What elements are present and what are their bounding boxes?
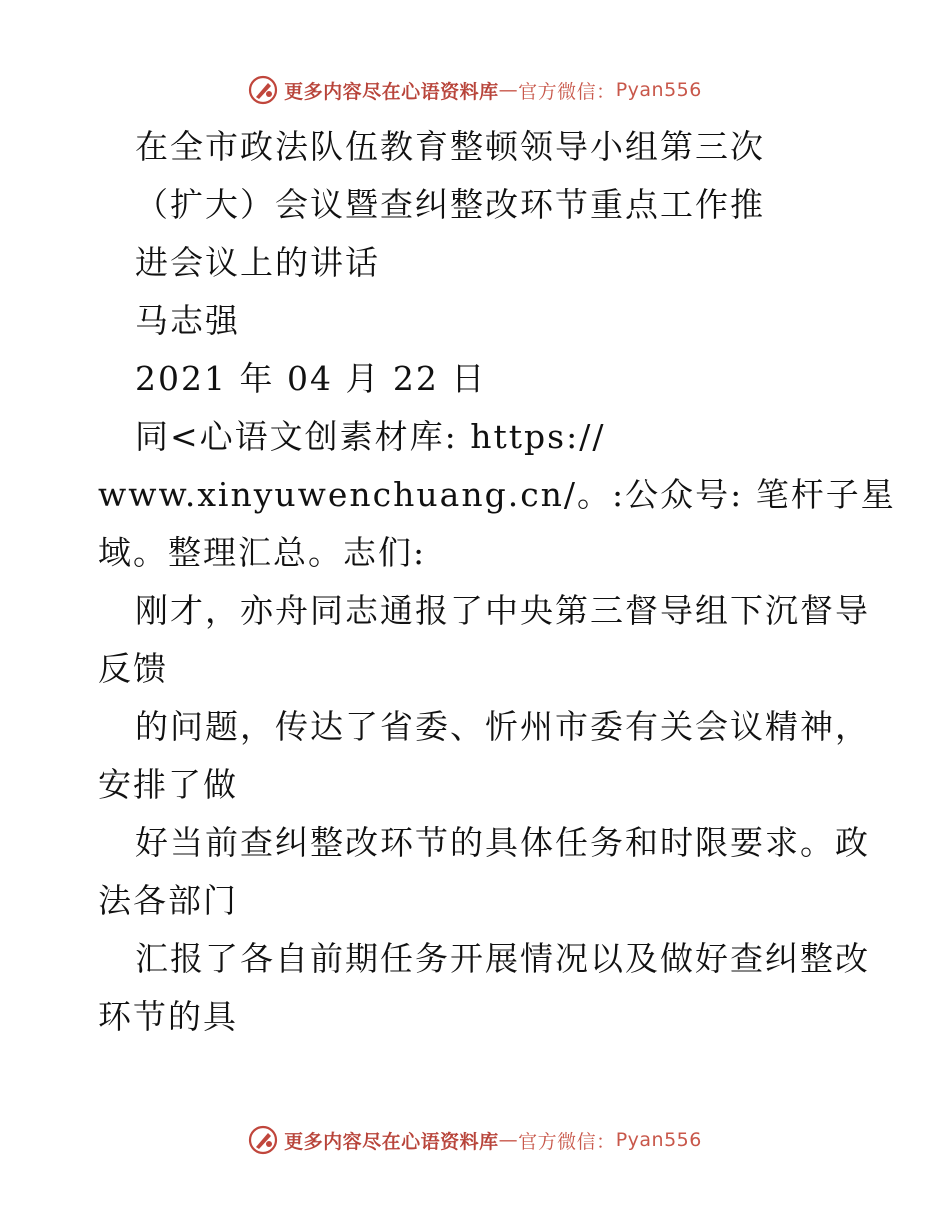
text-line: 法各部门 — [98, 881, 238, 920]
text-line: 同<心语文创素材库: https:// — [135, 417, 606, 456]
pen-logo-icon — [248, 75, 278, 105]
text-line: 刚才，亦舟同志通报了中央第三督导组下沉督导 — [135, 591, 870, 630]
watermark-dash: — — [498, 79, 519, 101]
text-line: 环节的具 — [98, 997, 238, 1036]
text-line: 好当前查纠整改环节的具体任务和时限要求。政 — [135, 823, 870, 862]
watermark-main-text: 更多内容尽在心语资料库 — [284, 1130, 499, 1153]
text-line: www.xinyuwenchuang.cn/。:公众号: 笔杆子星 — [98, 475, 896, 514]
pen-logo-icon — [248, 1125, 278, 1155]
document-body — [98, 118, 896, 1046]
date-line: 2021 年 04 月 22 日 — [135, 359, 487, 398]
watermark-footer — [0, 1120, 950, 1160]
watermark-wechat-id: Pyan556 — [615, 79, 702, 101]
watermark-header — [0, 70, 950, 110]
watermark-dash: — — [498, 1129, 519, 1151]
text-line: 反馈 — [98, 649, 168, 688]
author-line: 马志强 — [135, 301, 240, 340]
text-line: 进会议上的讲话 — [135, 243, 380, 282]
text-line: 的问题，传达了省委、忻州市委有关会议精神， — [135, 707, 870, 746]
watermark-wechat-id: Pyan556 — [615, 1129, 702, 1151]
text-line: 安排了做 — [98, 765, 238, 804]
text-line: 汇报了各自前期任务开展情况以及做好查纠整改 — [135, 939, 870, 978]
watermark-main-text: 更多内容尽在心语资料库 — [284, 80, 499, 103]
text-line: （扩大）会议暨查纠整改环节重点工作推 — [135, 185, 765, 224]
watermark-wechat-label: 官方微信： — [518, 80, 616, 103]
text-line: 域。整理汇总。志们: — [98, 533, 427, 572]
text-line: 在全市政法队伍教育整顿领导小组第三次 — [135, 127, 765, 166]
watermark-wechat-label: 官方微信： — [518, 1130, 616, 1153]
